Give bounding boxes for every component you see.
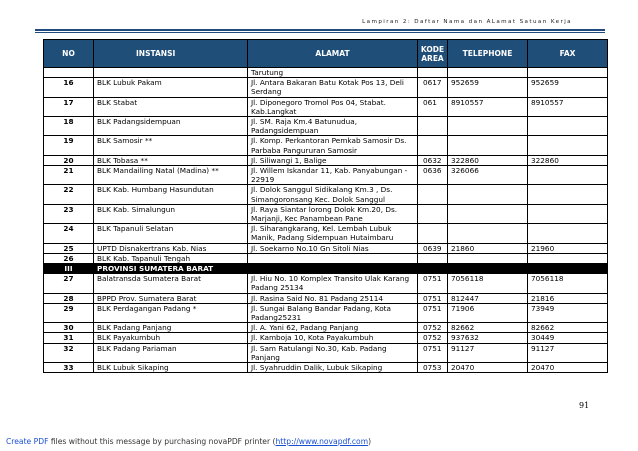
header-rule-thin: [35, 32, 605, 33]
cell-no: 33: [44, 363, 94, 373]
cell-telephone: [448, 136, 528, 155]
create-pdf-link[interactable]: Create PDF: [6, 437, 49, 446]
cell-telephone: 937632: [448, 333, 528, 343]
table-row: [44, 68, 608, 78]
cell-alamat: Jl. Kamboja 10, Kota Payakumbuh: [248, 333, 418, 343]
header-rule-thick: [35, 29, 605, 31]
cell-instansi: BLK Payakumbuh: [94, 333, 248, 343]
section-row: [44, 264, 608, 274]
cell-no: 18: [44, 117, 94, 136]
column-header-instansi: INSTANSI: [94, 40, 248, 68]
cell-fax: 21960: [528, 243, 608, 253]
appendix-caption: Lampiran 2: Daftar Nama dan ALamat Satuan Kerja: [362, 19, 572, 25]
table-body: [44, 68, 608, 373]
table-row: [44, 243, 608, 253]
cell-instansi: BLK Kab. Tapanuli Tengah: [94, 253, 248, 263]
column-header-kode-area: KODE AREA: [418, 40, 448, 68]
cell-kode: 0751: [418, 343, 448, 362]
cell-kode: [418, 253, 448, 263]
footer-text: files without this message by purchasing novaPDF printer (: [48, 437, 276, 446]
cell-fax: 322860: [528, 155, 608, 165]
page-number: 91: [579, 401, 590, 410]
cell-no: 23: [44, 204, 94, 223]
cell-kode: 061: [418, 97, 448, 116]
cell-instansi: BLK Padang Panjang: [94, 323, 248, 333]
cell-alamat: Jl. Sungai Balang Bandar Padang, Kota Padang25231: [248, 303, 418, 322]
cell-fax: 7056118: [528, 274, 608, 293]
cell-no: 20: [44, 155, 94, 165]
cell-telephone: [448, 204, 528, 223]
cell-kode: 0636: [418, 166, 448, 185]
cell-kode: 0751: [418, 274, 448, 293]
cell-instansi: BLK Padangsidempuan: [94, 117, 248, 136]
table-row: [44, 136, 608, 155]
cell-alamat: Jl. SM. Raja Km.4 Batunudua, Padangsidempuan: [248, 117, 418, 136]
cell-alamat: Jl. Syahruddin Dalik, Lubuk Sikaping: [248, 363, 418, 373]
cell-instansi: BLK Perdagangan Padang *: [94, 303, 248, 322]
cell-telephone: [448, 117, 528, 136]
cell-telephone: 91127: [448, 343, 528, 362]
cell-telephone: 952659: [448, 78, 528, 97]
table-row: [44, 224, 608, 243]
cell-instansi: BLK Lubuk Sikaping: [94, 363, 248, 373]
cell-no: 21: [44, 166, 94, 185]
table-row: [44, 204, 608, 223]
satuan-kerja-table: [43, 39, 608, 373]
cell-alamat: Jl. Raya Siantar lorong Dolok Km.20, Ds. Marjanji, Kec Panambean Pane: [248, 204, 418, 223]
cell-fax: 91127: [528, 343, 608, 362]
cell-fax: 73949: [528, 303, 608, 322]
cell-fax: [528, 224, 608, 243]
cell-no: 29: [44, 303, 94, 322]
cell-instansi: BLK Mandailing Natal (Madina) **: [94, 166, 248, 185]
cell-instansi: BLK Tapanuli Selatan: [94, 224, 248, 243]
cell-kode: [418, 185, 448, 204]
table-row: [44, 333, 608, 343]
novapdf-link[interactable]: http://www.novapdf.com: [275, 437, 369, 446]
cell-kode: 0752: [418, 323, 448, 333]
cell-instansi: BLK Lubuk Pakam: [94, 78, 248, 97]
table-row: [44, 253, 608, 263]
cell-fax: [528, 117, 608, 136]
cell-alamat: Jl. Komp. Perkantoran Pemkab Samosir Ds. Parbaba Pangururan Samosir: [248, 136, 418, 155]
cell-no: 28: [44, 293, 94, 303]
cell-kode: [418, 68, 448, 78]
cell-no: 27: [44, 274, 94, 293]
cell-kode: 0751: [418, 303, 448, 322]
table-row: [44, 166, 608, 185]
table-row: [44, 323, 608, 333]
cell-alamat: [248, 253, 418, 263]
cell-fax: 82662: [528, 323, 608, 333]
cell-fax: [528, 166, 608, 185]
cell-no: 31: [44, 333, 94, 343]
column-header-fax: FAX: [528, 40, 608, 68]
column-header-alamat: ALAMAT: [248, 40, 418, 68]
cell-kode: 0617: [418, 78, 448, 97]
cell-no: 17: [44, 97, 94, 116]
table-row: [44, 185, 608, 204]
table-row: [44, 155, 608, 165]
cell-telephone: 21860: [448, 243, 528, 253]
cell-fax: [528, 253, 608, 263]
cell-fax: [528, 264, 608, 274]
cell-alamat: Jl. Antara Bakaran Batu Kotak Pos 13, Deli Serdang: [248, 78, 418, 97]
cell-telephone: 71906: [448, 303, 528, 322]
cell-fax: 952659: [528, 78, 608, 97]
cell-fax: [528, 136, 608, 155]
cell-instansi: BLK Stabat: [94, 97, 248, 116]
cell-no: 16: [44, 78, 94, 97]
column-header-no: NO: [44, 40, 94, 68]
cell-telephone: 7056118: [448, 274, 528, 293]
cell-alamat: Jl. Soekarno No.10 Gn Sitoli Nias: [248, 243, 418, 253]
cell-no: 30: [44, 323, 94, 333]
cell-instansi: BLK Kab. Humbang Hasundutan: [94, 185, 248, 204]
cell-kode: [418, 136, 448, 155]
cell-no: [44, 68, 94, 78]
cell-alamat: Jl. Rasina Said No. 81 Padang 25114: [248, 293, 418, 303]
cell-alamat: Jl. Siliwangi 1, Balige: [248, 155, 418, 165]
cell-fax: [528, 68, 608, 78]
table-row: [44, 363, 608, 373]
table-row: [44, 117, 608, 136]
cell-no: 25: [44, 243, 94, 253]
cell-instansi: UPTD Disnakertrans Kab. Nias: [94, 243, 248, 253]
cell-instansi: [94, 68, 248, 78]
cell-telephone: 82662: [448, 323, 528, 333]
cell-instansi: Balatransda Sumatera Barat: [94, 274, 248, 293]
cell-kode: 0639: [418, 243, 448, 253]
cell-alamat: Jl. Siharangkarang, Kel. Lembah Lubuk Manik, Padang Sidempuan Hutaimbaru: [248, 224, 418, 243]
cell-telephone: 326066: [448, 166, 528, 185]
cell-kode: 0753: [418, 363, 448, 373]
cell-kode: 0632: [418, 155, 448, 165]
cell-alamat: Jl. Sam Ratulangi No.30, Kab. Padang Panjang: [248, 343, 418, 362]
cell-telephone: 322860: [448, 155, 528, 165]
cell-alamat: [248, 264, 418, 274]
cell-telephone: [448, 253, 528, 263]
cell-instansi: BPPD Prov. Sumatera Barat: [94, 293, 248, 303]
cell-kode: [418, 117, 448, 136]
cell-alamat: Tarutung: [248, 68, 418, 78]
footer-text-end: ): [368, 437, 372, 446]
cell-no: 32: [44, 343, 94, 362]
cell-kode: [418, 204, 448, 223]
cell-kode: 0751: [418, 293, 448, 303]
cell-fax: 20470: [528, 363, 608, 373]
cell-telephone: [448, 185, 528, 204]
cell-telephone: [448, 68, 528, 78]
table-row: [44, 293, 608, 303]
cell-alamat: Jl. Dolok Sanggul Sidikalang Km.3 , Ds. Simangoronsang Kec. Dolok Sanggul: [248, 185, 418, 204]
cell-no: III: [44, 264, 94, 274]
column-header-telephone: TELEPHONE: [448, 40, 528, 68]
cell-no: 24: [44, 224, 94, 243]
cell-instansi: BLK Samosir **: [94, 136, 248, 155]
cell-telephone: [448, 224, 528, 243]
cell-kode: [418, 264, 448, 274]
cell-fax: [528, 204, 608, 223]
cell-no: 19: [44, 136, 94, 155]
cell-instansi: BLK Padang Pariaman: [94, 343, 248, 362]
cell-no: 22: [44, 185, 94, 204]
cell-telephone: 20470: [448, 363, 528, 373]
cell-kode: [418, 224, 448, 243]
pdf-footer: [6, 437, 371, 446]
cell-alamat: Jl. Willem Iskandar 11, Kab. Panyabungan - 22919: [248, 166, 418, 185]
cell-kode: 0752: [418, 333, 448, 343]
cell-alamat: Jl. Hiu No. 10 Komplex Transito Ulak Karang Padang 25134: [248, 274, 418, 293]
table-row: [44, 97, 608, 116]
cell-instansi: BLK Kab. Simalungun: [94, 204, 248, 223]
cell-fax: 21816: [528, 293, 608, 303]
cell-fax: [528, 185, 608, 204]
cell-fax: 30449: [528, 333, 608, 343]
cell-instansi: PROVINSI SUMATERA BARAT: [94, 264, 248, 274]
cell-instansi: BLK Tobasa **: [94, 155, 248, 165]
table-header-row: [44, 40, 608, 68]
cell-fax: 8910557: [528, 97, 608, 116]
cell-telephone: 8910557: [448, 97, 528, 116]
cell-telephone: [448, 264, 528, 274]
cell-telephone: 812447: [448, 293, 528, 303]
cell-alamat: Jl. A. Yani 62, Padang Panjang: [248, 323, 418, 333]
table-row: [44, 78, 608, 97]
table-row: [44, 274, 608, 293]
table-row: [44, 343, 608, 362]
cell-alamat: Jl. Diponegoro Tromol Pos 04, Stabat. Kab.Langkat: [248, 97, 418, 116]
table-row: [44, 303, 608, 322]
cell-no: 26: [44, 253, 94, 263]
